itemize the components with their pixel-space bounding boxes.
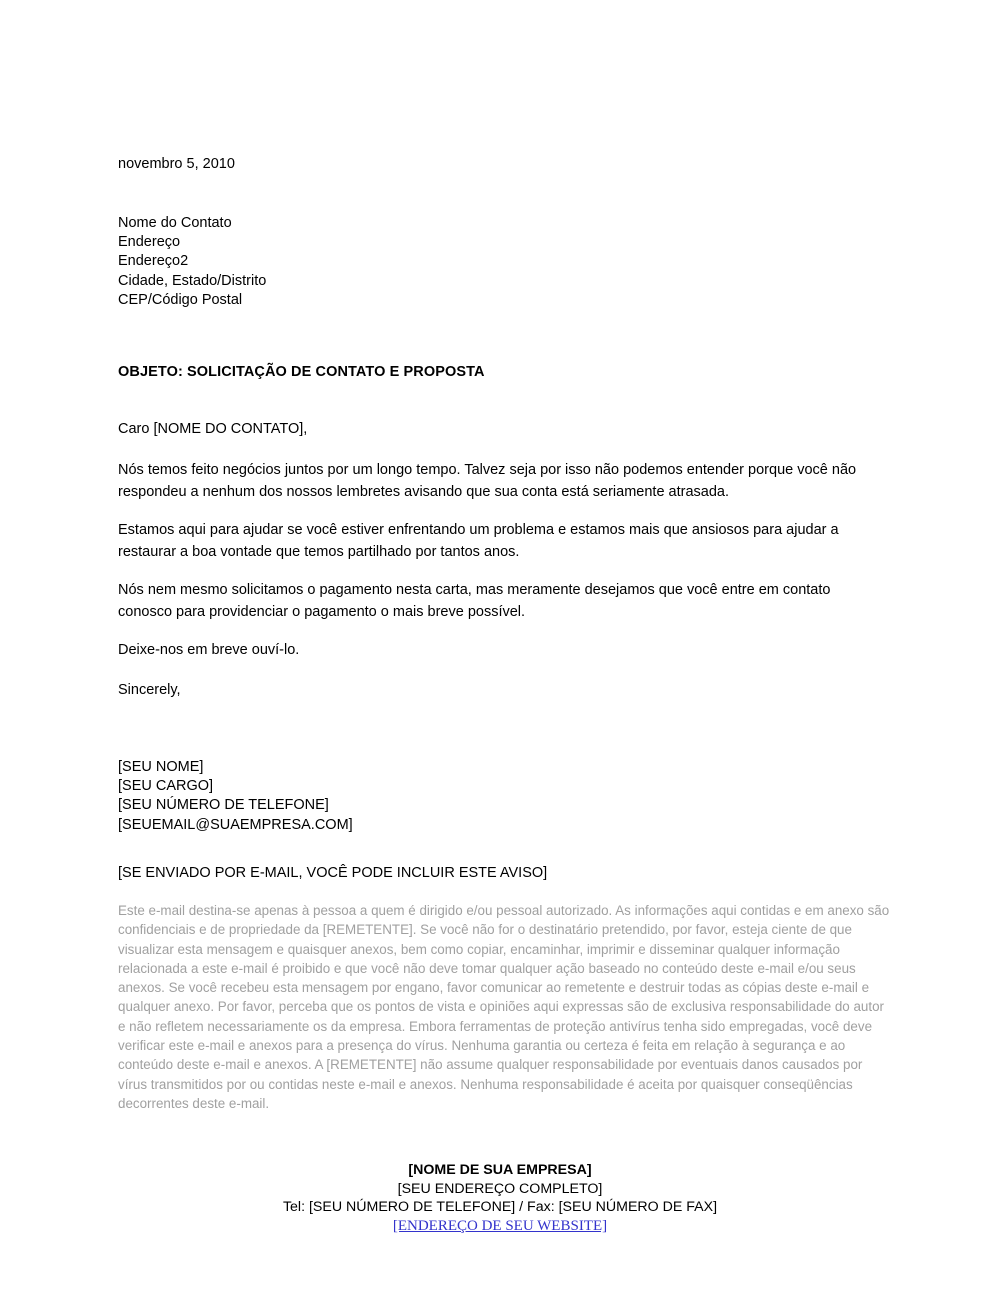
address-line-postal-code: CEP/Código Postal — [118, 291, 243, 308]
subject-line: OBJETO: SOLICITAÇÃO DE CONTATO E PROPOSTA — [118, 364, 485, 380]
address-line-name: Nome do Contato — [118, 215, 232, 231]
footer-phone-fax: Tel: [SEU NÚMERO DE TELEFONE] / Fax: [SEU NÚMERO DE FAX] — [282, 1199, 718, 1216]
address-line-street1: Endereço — [118, 234, 181, 251]
closing-line: Sincerely, — [118, 682, 181, 698]
footer-address: [SEU ENDEREÇO COMPLETO] — [397, 1180, 603, 1197]
signature-email: [SEUEMAIL@SUAEMPRESA.COM] — [118, 816, 353, 833]
salutation: Caro [NOME DO CONTATO], — [118, 421, 308, 437]
address-line-city-state: Cidade, Estado/Distrito — [118, 272, 267, 289]
signature-name: [SEU NOME] — [118, 759, 204, 775]
recipient-address-block — [118, 214, 266, 310]
signature-phone: [SEU NÚMERO DE TELEFONE] — [118, 797, 329, 814]
letter-body — [118, 460, 888, 679]
letter-footer — [0, 1161, 1000, 1235]
letter-date: novembro 5, 2010 — [118, 156, 235, 172]
signature-title: [SEU CARGO] — [118, 778, 214, 795]
email-notice-heading: [SE ENVIADO POR E-MAIL, VOCÊ PODE INCLUIR ESTE AVISO] — [118, 865, 548, 881]
body-paragraph-3: Nós nem mesmo solicitamos o pagamento nesta carta, mas meramente desejamos que você entre em contato conosco para providenciar o pagamento o mais breve possível. — [118, 582, 831, 620]
address-line-street2: Endereço2 — [118, 253, 189, 270]
signature-block — [118, 758, 353, 835]
body-paragraph-2: Estamos aqui para ajudar se você estiver enfrentando um problema e estamos mais que ansiosos para ajudar a restaurar a boa vontade que temos partilhado por tantos anos. — [118, 522, 839, 560]
footer-company-name: [NOME DE SUA EMPRESA] — [408, 1162, 592, 1178]
body-paragraph-4: Deixe-nos em breve ouví-lo. — [118, 642, 300, 658]
email-disclaimer-text: Este e-mail destina-se apenas à pessoa a quem é dirigido e/ou pessoal autorizado. As informações aqui contidas e em anexo são confidenciais e de propriedade da [REMETENTE]. Se você não for o destinatário pretendido, por favor, esteja ciente de que visualizar esta mensagem e quaisquer anexos, bem como copiar, encaminhar, imprimir e disseminar qualquer informação relacionada a este e-mail é proibido e que você não deve tomar qualquer ação baseado no conteúdo deste e-mail e/ou seus anexos. Se você recebeu esta mensagem por engano, favor comunicar ao remetente e destruir todas as cópias deste e-mail e qualquer anexo. Por favor, perceba que os pontos de vista e opiniões aqui expressas são de exclusiva responsabilidade do autor e não refletem necessariamente os da empresa. Embora ferramentas de proteção antivírus tenha sido empregadas, você deve verificar este e-mail e anexos para a presença do vírus. Nenhuma garantia ou certeza é feita em relação à segurança e ao conteúdo deste e-mail e anexos. A [REMETENTE] não assume qualquer responsabilidade por eventuais danos causados por vírus transmitidos por ou contidas neste e-mail e anexos. Nenhuma responsabilidade é aceita por quaisquer conseqüências decorrentes deste e-mail. — [118, 903, 890, 1111]
footer-website-link[interactable]: [ENDEREÇO DE SEU WEBSITE] — [392, 1217, 608, 1234]
body-paragraph-1: Nós temos feito negócios juntos por um longo tempo. Talvez seja por isso não podemos entender porque você não respondeu a nenhum dos nossos lembretes avisando que sua conta está seriamente atrasada. — [118, 462, 857, 500]
